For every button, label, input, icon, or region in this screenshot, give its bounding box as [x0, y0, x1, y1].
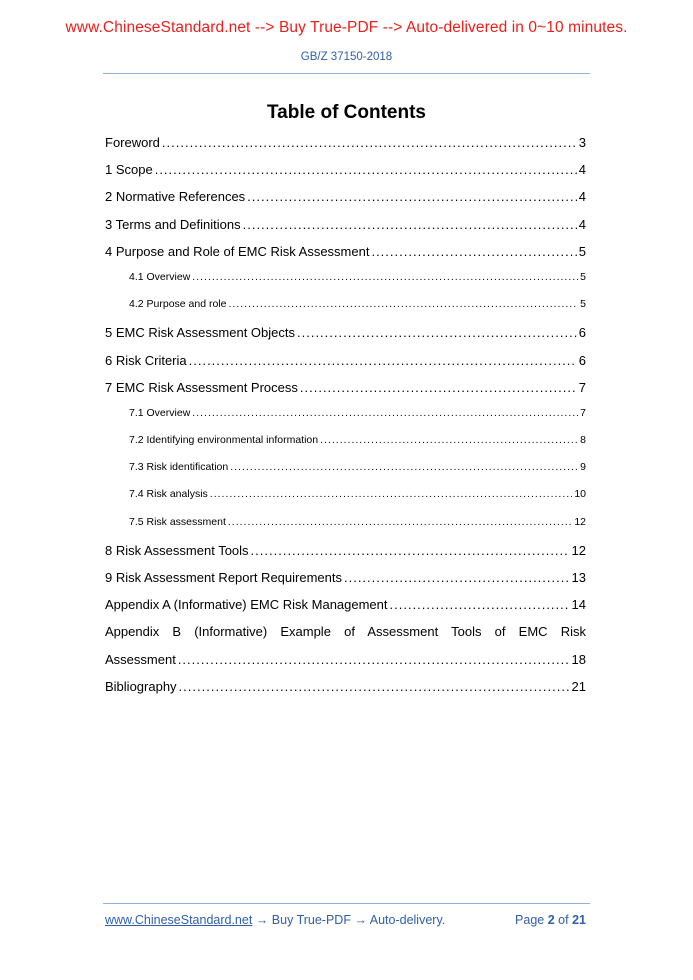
toc-entry-label: 7.2 Identifying environmental information: [129, 434, 319, 447]
arrow-right-icon: →: [255, 913, 269, 927]
toc-entry[interactable]: [105, 189, 586, 216]
toc-leader-dots: [210, 488, 573, 500]
toc-entry[interactable]: [105, 353, 586, 380]
toc-entry-label: 4.1 Overview: [129, 270, 191, 283]
toc-entry-label: 4 Purpose and Role of EMC Risk Assessment: [105, 243, 370, 259]
toc-entry[interactable]: [105, 244, 586, 271]
toc-entry-page: 21: [571, 678, 586, 694]
toc-entry[interactable]: [105, 679, 586, 706]
toc-entry-page: 4: [578, 216, 586, 232]
toc-entry[interactable]: [105, 162, 586, 189]
toc-leader-dots: [162, 135, 577, 150]
toc-entry-wrapped-line1[interactable]: [105, 624, 586, 651]
toc-leader-dots: [371, 244, 576, 259]
page-indicator: [515, 913, 586, 927]
table-of-contents: [105, 135, 586, 706]
toc-entry-page: 9: [580, 461, 586, 474]
toc-leader-dots: [390, 597, 570, 612]
toc-entry-page: 8: [580, 434, 586, 447]
toc-leader-dots: [300, 380, 577, 395]
toc-leader-dots: [251, 543, 570, 558]
arrow-right-icon: →: [354, 913, 367, 927]
toc-entry-page: 5: [580, 298, 586, 311]
toc-entry-page: 6: [578, 325, 586, 341]
toc-leader-dots: [243, 217, 577, 232]
toc-leader-dots: [178, 652, 570, 667]
toc-entry-label: Appendix B (Informative) Example of Assessment Tools of EMC Risk: [105, 624, 586, 640]
toc-entry-page: 13: [571, 570, 586, 585]
toc-entry[interactable]: [105, 407, 586, 434]
footer-divider: [103, 903, 590, 904]
toc-entry-page: 7: [578, 379, 586, 395]
toc-entry-label: 7.4 Risk analysis: [129, 488, 208, 501]
toc-entry[interactable]: [105, 543, 586, 570]
toc-entry[interactable]: [105, 461, 586, 488]
of-word: of: [558, 913, 569, 927]
top-banner: www.ChineseStandard.net --> Buy True-PDF --> Auto-delivered in 0~10 minutes.: [65, 19, 628, 36]
toc-entry-label: 7.5 Risk assessment: [129, 515, 226, 528]
toc-entry-label: 7 EMC Risk Assessment Process: [105, 379, 298, 395]
page-title: Table of Contents: [266, 102, 427, 123]
page-word: Page: [515, 913, 545, 927]
toc-entry-page: 18: [571, 651, 586, 667]
toc-leader-dots: [189, 353, 577, 368]
page-total: 21: [572, 913, 586, 927]
toc-leader-dots: [247, 189, 577, 204]
toc-entry[interactable]: [105, 135, 586, 162]
toc-leader-dots: [320, 434, 578, 446]
toc-entry-page: 12: [574, 515, 586, 528]
toc-entry-page: 3: [578, 135, 586, 150]
toc-entry-page: 4: [578, 189, 586, 205]
toc-entry-page: 6: [578, 352, 586, 368]
toc-entry-page: 12: [571, 542, 586, 558]
toc-leader-dots: [297, 325, 577, 340]
toc-entry-label: 4.2 Purpose and role: [129, 298, 227, 311]
footer-site-link[interactable]: www.ChineseStandard.net: [105, 913, 253, 927]
toc-entry[interactable]: [105, 488, 586, 515]
toc-leader-dots: [192, 407, 578, 419]
toc-entry-page: 14: [571, 597, 586, 613]
footer-delivery-text: Auto-delivery.: [369, 913, 446, 927]
toc-entry[interactable]: [105, 597, 586, 624]
toc-entry-page: 4: [578, 162, 586, 178]
toc-entry-label: Bibliography: [105, 678, 177, 694]
toc-entry-page: 5: [578, 243, 586, 259]
toc-entry-label: 1 Scope: [105, 162, 153, 178]
toc-entry-label: 5 EMC Risk Assessment Objects: [105, 325, 295, 341]
toc-entry-label: Appendix A (Informative) EMC Risk Management: [105, 597, 388, 613]
toc-entry-label: Assessment: [105, 651, 176, 667]
footer-promo: [105, 913, 445, 927]
toc-entry-label: Foreword: [105, 135, 160, 150]
toc-entry-wrapped-line2[interactable]: [105, 652, 586, 679]
header-divider: [103, 73, 590, 74]
toc-entry-label: 8 Risk Assessment Tools: [105, 542, 249, 558]
toc-entry-page: 7: [580, 406, 586, 419]
toc-leader-dots: [230, 461, 578, 473]
toc-entry[interactable]: [105, 325, 586, 352]
toc-entry[interactable]: [105, 434, 586, 461]
toc-leader-dots: [344, 570, 570, 585]
toc-leader-dots: [155, 162, 577, 177]
toc-entry-label: 2 Normative References: [105, 189, 246, 205]
toc-entry-label: 7.3 Risk identification: [129, 461, 229, 474]
toc-entry-label: 7.1 Overview: [129, 406, 191, 419]
toc-entry-page: 5: [580, 270, 586, 283]
toc-entry[interactable]: [105, 570, 586, 597]
toc-entry[interactable]: [105, 516, 586, 543]
toc-entry-page: 10: [574, 488, 586, 501]
toc-entry-label: 3 Terms and Definitions: [105, 216, 241, 232]
toc-leader-dots: [228, 298, 578, 310]
toc-leader-dots: [192, 271, 578, 283]
toc-leader-dots: [179, 679, 570, 694]
footer-buy-text: Buy True-PDF: [271, 913, 351, 927]
toc-entry[interactable]: [105, 380, 586, 407]
page-number: 2: [547, 913, 555, 927]
toc-entry[interactable]: [105, 217, 586, 244]
toc-leader-dots: [228, 516, 572, 528]
document-code: GB/Z 37150-2018: [300, 51, 393, 63]
toc-entry[interactable]: [105, 271, 586, 298]
toc-entry-label: 6 Risk Criteria: [105, 352, 187, 368]
toc-entry[interactable]: [105, 298, 586, 325]
toc-entry-label: 9 Risk Assessment Report Requirements: [105, 570, 342, 585]
